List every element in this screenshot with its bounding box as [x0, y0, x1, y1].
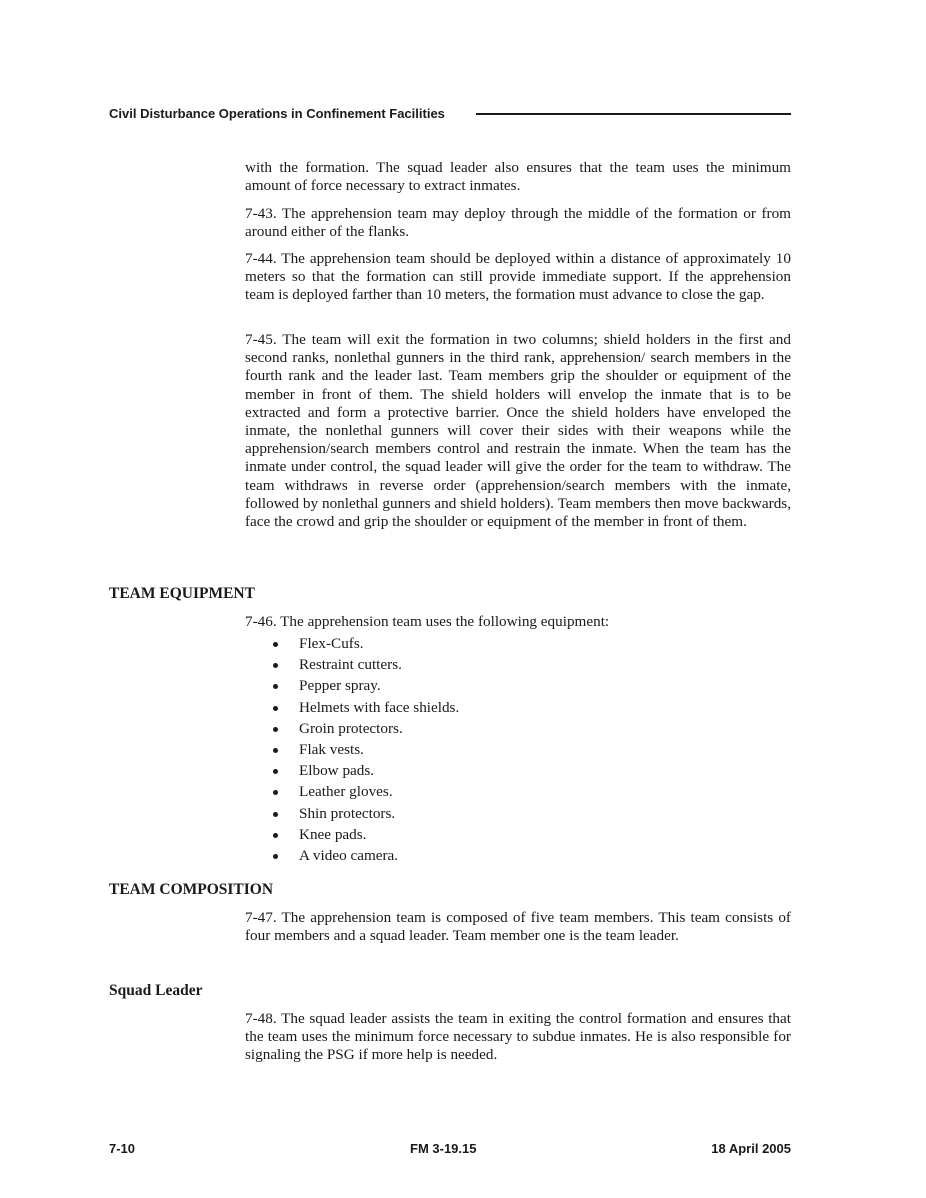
footer-page-number: 7-10 — [109, 1141, 136, 1156]
paragraph-continued: with the formation. The squad leader also ensures that the team uses the minimum amount of force necessary to extract inmates. — [245, 159, 791, 195]
header-rule — [476, 113, 791, 115]
bullet-icon — [273, 854, 278, 859]
bullet-icon — [273, 769, 278, 774]
list-item: Pepper spray. — [245, 675, 791, 696]
footer-date: 18 April 2005 — [711, 1141, 791, 1156]
equipment-list — [245, 633, 791, 866]
list-item: Leather gloves. — [245, 781, 791, 802]
bullet-icon — [273, 812, 278, 817]
list-item: Groin protectors. — [245, 718, 791, 739]
bullet-icon — [273, 790, 278, 795]
bullet-icon — [273, 663, 278, 668]
list-item: A video camera. — [245, 845, 791, 866]
heading-team-composition: TEAM COMPOSITION — [109, 881, 274, 898]
paragraph-7-48: 7-48. The squad leader assists the team in exiting the control formation and ensures that the team uses the minimum force necessary to subdue inmates. He is also responsible for signaling the PSG if more help is needed. — [245, 1010, 791, 1064]
heading-squad-leader: Squad Leader — [109, 982, 203, 999]
list-item: Shin protectors. — [245, 803, 791, 824]
bullet-icon — [273, 684, 278, 689]
list-item: Helmets with face shields. — [245, 697, 791, 718]
paragraph-7-43: 7-43. The apprehension team may deploy through the middle of the formation or from around either of the flanks. — [245, 205, 791, 241]
list-item: Flak vests. — [245, 739, 791, 760]
paragraph-7-45: 7-45. The team will exit the formation in two columns; shield holders in the first and second ranks, nonlethal gunners in the third rank, apprehension/ search members in the fourth rank and the leader last. Team members grip the shoulder or equipment of the member in front of them. The shield holders will envelop the inmate that is to be extracted and form a protective barrier. Once the shield holders have enveloped the inmate, the nonlethal gunners will cover their sides with their weapons while the apprehension/search members control and restrain the inmate. When the team has the inmate under control, the squad leader will give the order for the team to withdraw. The team withdraws in reverse order (apprehension/search members with the inmate, followed by nonlethal gunners and shield holders). Team members then move backwards, face the crowd and grip the shoulder or equipment of the member in front of them. — [245, 331, 791, 531]
bullet-icon — [273, 748, 278, 753]
bullet-icon — [273, 642, 278, 647]
bullet-icon — [273, 727, 278, 732]
bullet-icon — [273, 706, 278, 711]
paragraph-7-47: 7-47. The apprehension team is composed of five team members. This team consists of four members and a squad leader. Team member one is the team leader. — [245, 909, 791, 945]
heading-team-equipment: TEAM EQUIPMENT — [109, 585, 255, 602]
list-item: Knee pads. — [245, 824, 791, 845]
paragraph-7-44: 7-44. The apprehension team should be deployed within a distance of approximately 10 meters so that the formation can still provide immediate support. If the apprehension team is deployed farther than 10 meters, the formation must advance to close the gap. — [245, 250, 791, 304]
bullet-icon — [273, 833, 278, 838]
list-item: Elbow pads. — [245, 760, 791, 781]
running-header — [109, 104, 791, 124]
paragraph-7-46: 7-46. The apprehension team uses the following equipment: — [245, 613, 610, 630]
header-title: Civil Disturbance Operations in Confinement Facilities — [109, 106, 445, 121]
list-item: Flex-Cufs. — [245, 633, 791, 654]
footer-manual-id: FM 3-19.15 — [410, 1141, 477, 1156]
list-item: Restraint cutters. — [245, 654, 791, 675]
